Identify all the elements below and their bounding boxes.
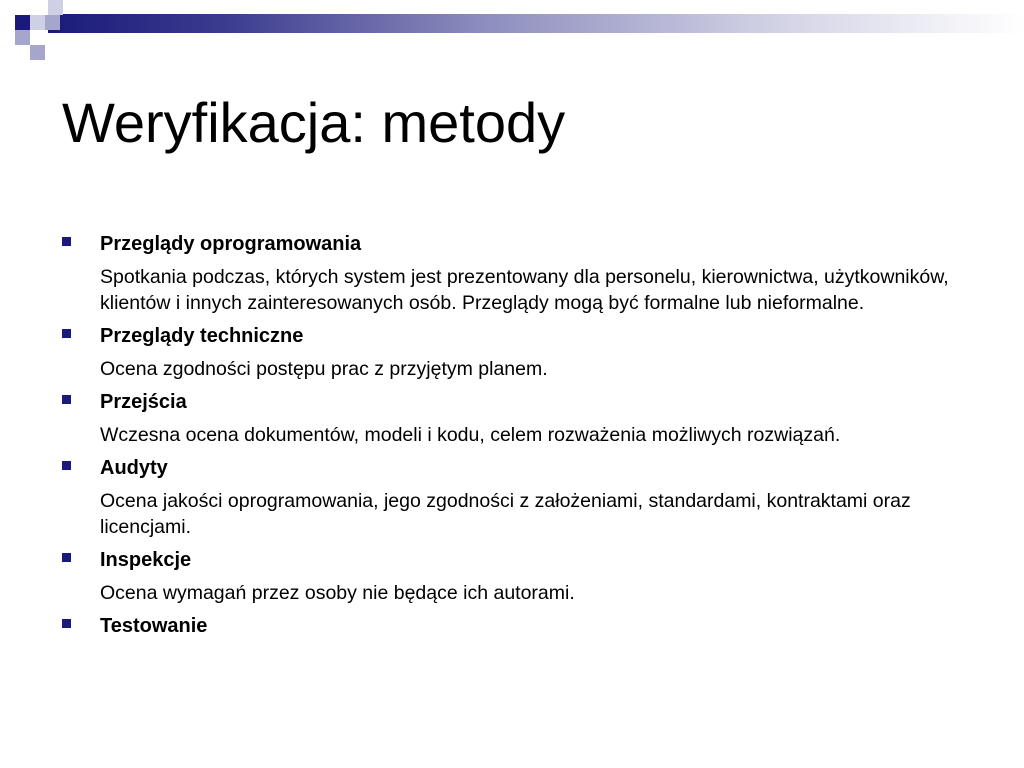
item-description: Wczesna ocena dokumentów, modeli i kodu, celem rozważenia możliwych rozwiązań.: [100, 424, 841, 446]
header-decoration: [0, 0, 1024, 64]
list-item: [62, 452, 962, 540]
bullet-list: [62, 228, 962, 640]
item-description: Ocena wymagań przez osoby nie będące ich autorami.: [100, 582, 575, 604]
decor-square-lavender: [45, 15, 60, 30]
decor-square-navy: [15, 15, 30, 30]
list-item: [62, 320, 962, 382]
square-bullet-icon: [62, 461, 71, 470]
square-bullet-icon: [62, 237, 71, 246]
square-bullet-icon: [62, 329, 71, 338]
item-description: Spotkania podczas, których system jest prezentowany dla personelu, kierownictwa, użytkowników, klientów i innych zainteresowanych osób. Przeglądy mogą być formalne lub nieformalne.: [100, 266, 949, 314]
list-item: [62, 544, 962, 606]
list-item: [62, 228, 962, 316]
item-heading: Przeglądy techniczne: [100, 325, 304, 347]
decor-square-lavender: [15, 30, 30, 45]
gradient-bar: [48, 14, 1024, 33]
item-heading: Przeglądy oprogramowania: [100, 233, 362, 255]
square-bullet-icon: [62, 619, 71, 628]
decor-square-pale: [30, 15, 45, 30]
slide-title: Weryfikacja: metody: [62, 91, 566, 154]
item-description: Ocena jakości oprogramowania, jego zgodności z założeniami, standardami, kontraktami oraz licencjami.: [100, 490, 911, 538]
item-heading: Audyty: [100, 457, 168, 479]
item-heading: Inspekcje: [100, 549, 192, 571]
decor-square-lavender: [30, 45, 45, 60]
item-heading: Przejścia: [100, 391, 187, 413]
list-item: [62, 386, 962, 448]
item-description: Ocena zgodności postępu prac z przyjętym planem.: [100, 358, 548, 380]
square-bullet-icon: [62, 553, 71, 562]
list-item: [62, 610, 962, 640]
item-heading: Testowanie: [100, 615, 208, 637]
decor-square-pale: [48, 0, 63, 15]
square-bullet-icon: [62, 395, 71, 404]
